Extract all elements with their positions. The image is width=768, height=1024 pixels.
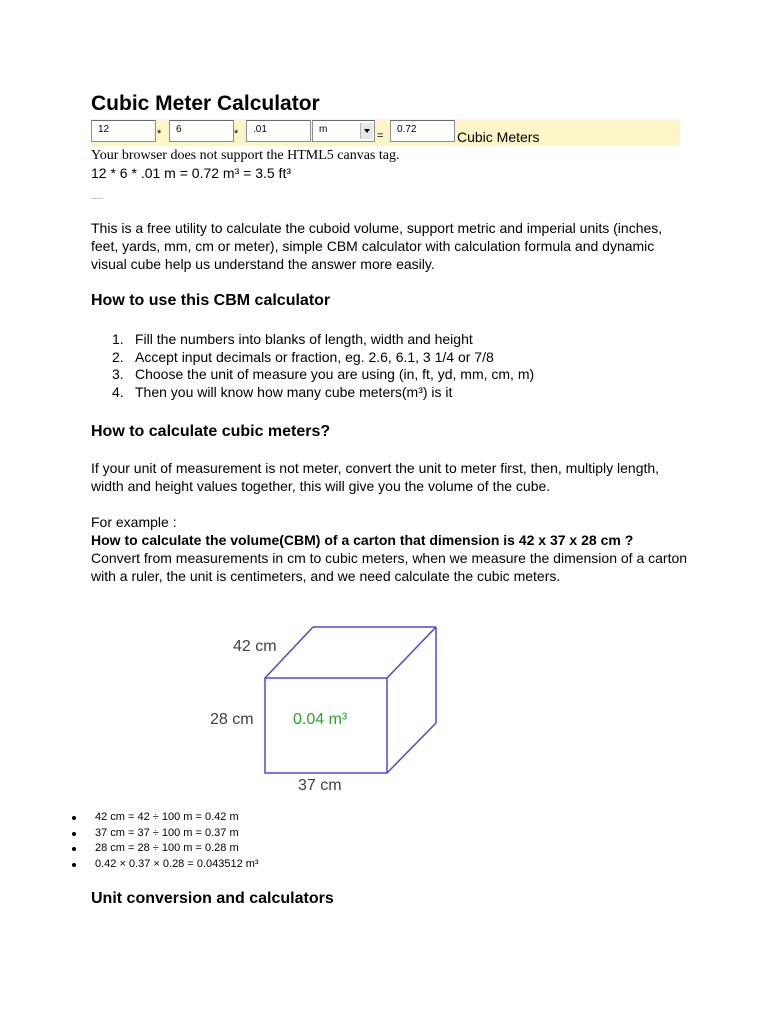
list-item	[91, 384, 534, 402]
step-text: Choose the unit of measure you are using (in, ft, yd, mm, cm, m)	[135, 366, 535, 382]
width-input[interactable]: 6	[169, 120, 234, 142]
unit-select-value: m	[319, 124, 328, 135]
width-label: 37 cm	[298, 777, 342, 794]
list-item	[91, 331, 534, 349]
height-input[interactable]: .01	[246, 120, 311, 142]
divider	[91, 198, 103, 199]
list-item	[91, 366, 534, 384]
calculator-bar	[91, 119, 680, 146]
bullet-icon	[72, 832, 76, 836]
result-unit-label: Cubic Meters	[457, 129, 540, 145]
result-output[interactable]: 0.72	[390, 120, 455, 142]
example-paragraph: Convert from measurements in cm to cubic meters, when we measure the dimension of a carton with a ruler, the unit is centimeters, and we need calculate the cubic meters.	[91, 550, 688, 584]
times-symbol: *	[157, 128, 162, 140]
volume-label: 0.04 m³	[293, 711, 348, 728]
conversion-list	[91, 810, 259, 872]
example-intro: For example :	[91, 514, 177, 530]
unit-conversion-heading: Unit conversion and calculators	[91, 890, 334, 907]
list-item	[91, 841, 259, 857]
how-to-calculate-heading: How to calculate cubic meters?	[91, 423, 331, 440]
chevron-down-icon[interactable]	[360, 123, 373, 139]
conversion-text: 0.42 × 0.37 × 0.28 = 0.043512 m³	[95, 857, 259, 870]
step-number: 1.	[112, 331, 124, 347]
step-number: 2.	[112, 348, 124, 365]
list-item	[91, 349, 534, 367]
times-symbol: *	[234, 128, 239, 140]
page-title: Cubic Meter Calculator	[91, 92, 320, 115]
conversion-text: 42 cm = 42 ÷ 100 m = 0.42 m	[95, 811, 239, 823]
height-label: 28 cm	[210, 711, 254, 728]
step-text: Then you will know how many cube meters(m³) is it	[135, 383, 453, 400]
cube-edge	[387, 723, 436, 773]
list-item	[91, 857, 259, 873]
bullet-icon	[72, 863, 76, 867]
list-item	[91, 826, 259, 842]
formula-text: 12 * 6 * .01 m = 0.72 m³ = 3.5 ft³	[91, 165, 291, 181]
cube-edges	[265, 627, 436, 773]
how-to-calculate-paragraph: If your unit of measurement is not meter, convert the unit to meter first, then, multiply length, width and height values together, this will give you the volume of the cube.	[91, 460, 660, 494]
cube-figure	[208, 620, 448, 795]
steps-list	[91, 331, 534, 401]
step-text: Accept input decimals or fraction, eg. 2.6, 6.1, 3 1/4 or 7/8	[135, 348, 494, 365]
step-number: 3.	[112, 366, 124, 382]
conversion-text: 28 cm = 28 ÷ 100 m = 0.28 m	[95, 842, 239, 855]
how-to-use-heading: How to use this CBM calculator	[91, 292, 331, 309]
length-input[interactable]: 12	[91, 120, 156, 142]
list-item	[91, 810, 259, 826]
bullet-icon	[72, 816, 76, 820]
unit-select[interactable]	[312, 120, 375, 142]
step-text: Fill the numbers into blanks of length, width and height	[135, 331, 473, 347]
step-number: 4.	[112, 383, 124, 400]
example-question: How to calculate the volume(CBM) of a carton that dimension is 42 x 37 x 28 cm ?	[91, 532, 634, 548]
depth-label: 42 cm	[233, 638, 277, 655]
intro-paragraph: This is a free utility to calculate the cuboid volume, support metric and imperial units (inches, feet, yards, mm, cm or meter), simple CBM calculator with calculation formula and dynamic visual cube help us understand the answer more easily.	[91, 220, 663, 272]
conversion-text: 37 cm = 37 ÷ 100 m = 0.37 m	[95, 826, 239, 839]
equals-symbol: =	[377, 130, 384, 142]
bullet-icon	[72, 847, 76, 851]
canvas-fallback-text: Your browser does not support the HTML5 canvas tag.	[91, 148, 400, 163]
cube-edge	[387, 627, 436, 678]
